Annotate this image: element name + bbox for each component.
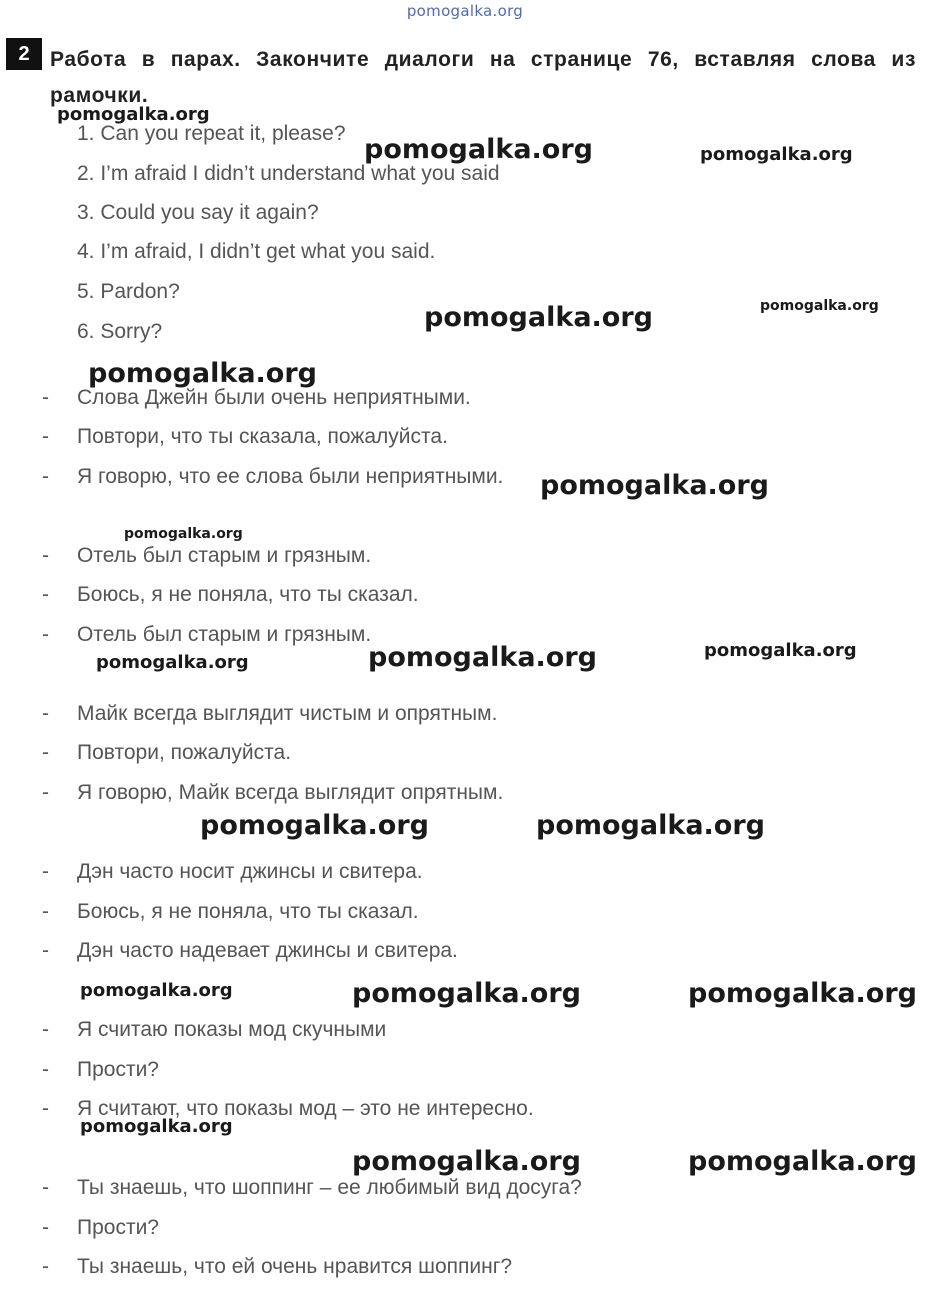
dialogue-text: Отель был старым и грязным.: [77, 623, 372, 646]
dialogue-dash: -: [42, 1255, 49, 1278]
dialogue-dash: -: [42, 939, 49, 962]
watermark: pomogalka.org: [124, 526, 243, 542]
site-header: pomogalka.org: [406, 2, 524, 20]
dialogue-text: Прости?: [77, 1058, 159, 1081]
phrase-item: 5. Pardon?: [77, 280, 180, 303]
watermark: pomogalka.org: [760, 298, 879, 314]
dialogue-text: Дэн часто надевает джинсы и свитера.: [77, 939, 458, 962]
watermark: pomogalka.org: [688, 1146, 917, 1177]
dialogue-text: Я говорю, Майк всегда выглядит опрятным.: [77, 781, 504, 804]
phrase-item: 2. I’m afraid I didn’t understand what you said: [77, 162, 500, 185]
watermark: pomogalka.org: [96, 652, 249, 673]
dialogue-text: Боюсь, я не поняла, что ты сказал.: [77, 900, 419, 923]
dialogue-text: Боюсь, я не поняла, что ты сказал.: [77, 583, 419, 606]
watermark: pomogalka.org: [536, 810, 765, 841]
watermark: pomogalka.org: [704, 640, 857, 661]
watermark: pomogalka.org: [57, 104, 210, 125]
dialogue-dash: -: [42, 1058, 49, 1081]
dialogue-text: Я считаю показы мод скучными: [77, 1018, 387, 1041]
watermark: pomogalka.org: [352, 978, 581, 1009]
watermark: pomogalka.org: [700, 144, 853, 165]
exercise-number-badge: 2: [6, 38, 42, 70]
watermark: pomogalka.org: [540, 470, 769, 501]
dialogue-text: Отель был старым и грязным.: [77, 544, 372, 567]
dialogue-dash: -: [42, 425, 49, 448]
dialogue-dash: -: [42, 741, 49, 764]
dialogue-text: Слова Джейн были очень неприятными.: [77, 386, 471, 409]
watermark: pomogalka.org: [352, 1146, 581, 1177]
exercise-instruction: Работа в парах. Закончите диалоги на странице 76, вставляя слова из рамочки.: [50, 48, 916, 107]
dialogue-dash: -: [42, 386, 49, 409]
dialogue-text: Дэн часто носит джинсы и свитера.: [77, 860, 423, 883]
watermark: pomogalka.org: [368, 642, 597, 673]
dialogue-text: Повтори, пожалуйста.: [77, 741, 292, 764]
dialogue-text: Я говорю, что ее слова были неприятными.: [77, 465, 504, 488]
watermark: pomogalka.org: [80, 1116, 233, 1137]
watermark: pomogalka.org: [200, 810, 429, 841]
dialogue-text: Ты знаешь, что ей очень нравится шоппинг?: [77, 1255, 513, 1278]
phrase-item: 3. Could you say it again?: [77, 201, 319, 224]
phrase-item: 6. Sorry?: [77, 320, 163, 343]
dialogue-text: Ты знаешь, что шоппинг – ее любимый вид досуга?: [77, 1176, 582, 1199]
dialogue-dash: -: [42, 1097, 49, 1120]
dialogue-dash: -: [42, 1018, 49, 1041]
dialogue-dash: -: [42, 781, 49, 804]
dialogue-dash: -: [42, 1176, 49, 1199]
watermark: pomogalka.org: [688, 978, 917, 1009]
watermark: pomogalka.org: [364, 134, 593, 165]
watermark: pomogalka.org: [88, 358, 317, 389]
phrase-item: 4. I’m afraid, I didn’t get what you said.: [77, 240, 436, 263]
dialogue-dash: -: [42, 1216, 49, 1239]
dialogue-dash: -: [42, 544, 49, 567]
phrase-item: 1. Can you repeat it, please?: [77, 122, 346, 145]
dialogue-dash: -: [42, 623, 49, 646]
dialogue-dash: -: [42, 900, 49, 923]
dialogue-text: Я считают, что показы мод – это не интересно.: [77, 1097, 534, 1120]
dialogue-dash: -: [42, 465, 49, 488]
dialogue-text: Повтори, что ты сказала, пожалуйста.: [77, 425, 448, 448]
dialogue-text: Майк всегда выглядит чистым и опрятным.: [77, 702, 498, 725]
watermark: pomogalka.org: [80, 980, 233, 1001]
dialogue-text: Прости?: [77, 1216, 159, 1239]
watermark: pomogalka.org: [424, 302, 653, 333]
dialogue-dash: -: [42, 860, 49, 883]
dialogue-dash: -: [42, 702, 49, 725]
dialogue-dash: -: [42, 583, 49, 606]
